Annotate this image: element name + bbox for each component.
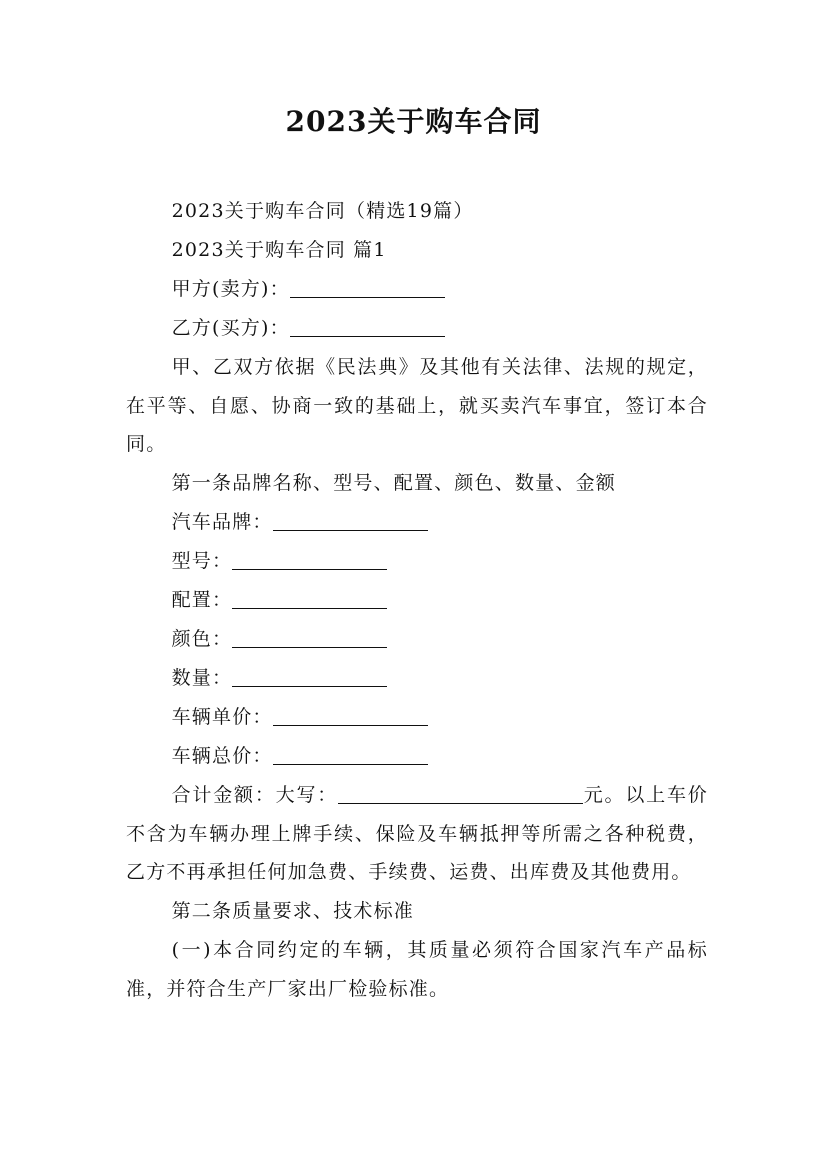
field-label: 甲方(卖方)： [171, 277, 290, 300]
fill-in-blank [232, 550, 387, 570]
paragraph-quality [126, 931, 708, 1009]
paragraph-subtitle [126, 192, 708, 231]
fill-in-blank [273, 745, 428, 765]
line-text: 2023关于购车合同（精选19篇） [171, 200, 474, 222]
field-label: 型号： [171, 550, 233, 573]
fill-in-blank [273, 511, 428, 531]
field-buyer [126, 309, 708, 348]
fill-in-blank [338, 784, 583, 804]
article-2-heading [126, 892, 708, 931]
line-text: 甲、乙双方依据《民法典》及其他有关法律、法规的规定，在平等、自愿、协商一致的基础上，就买卖汽车事宜，签订本合同。 [126, 355, 708, 456]
document-title: 2023关于购车合同 [285, 105, 542, 138]
field-configuration [126, 581, 708, 620]
field-label: 颜色： [171, 627, 233, 650]
document-body [126, 192, 708, 1009]
article-1-heading [126, 464, 708, 503]
line-text: 第二条质量要求、技术标准 [171, 900, 414, 923]
field-label: 车辆总价： [171, 744, 273, 767]
field-quantity [126, 659, 708, 698]
paragraph-preamble [126, 348, 708, 465]
field-total-price [126, 737, 708, 776]
line-text: 第一条品牌名称、型号、配置、颜色、数量、金额 [171, 472, 616, 495]
fill-in-blank [290, 317, 445, 337]
field-seller [126, 270, 708, 309]
fill-in-blank [273, 706, 428, 726]
field-label: 乙方(买方)： [171, 316, 290, 339]
field-label: 汽车品牌： [171, 511, 273, 534]
field-label: 配置： [171, 589, 233, 612]
fill-in-blank [290, 278, 445, 298]
line-text: (一)本合同约定的车辆，其质量必须符合国家汽车产品标准，并符合生产厂家出厂检验标准。 [126, 939, 708, 1001]
field-unit-price [126, 698, 708, 737]
fill-in-blank [232, 667, 387, 687]
field-model [126, 542, 708, 581]
field-color [126, 620, 708, 659]
line-text: 2023关于购车合同 篇1 [171, 238, 387, 261]
field-label: 合计金额：大写： [171, 783, 339, 806]
paragraph-total-amount [126, 776, 708, 893]
paragraph-section-heading [126, 231, 708, 270]
field-label: 数量： [171, 666, 233, 689]
fill-in-blank [232, 628, 387, 648]
field-brand [126, 503, 708, 542]
fill-in-blank [232, 589, 387, 609]
field-label: 车辆单价： [171, 705, 273, 728]
line-text: 元。以上车价不含为车辆办理上牌手续、保险及车辆抵押等所需之各种税费，乙方不再承担任何加急费、手续费、运费、出库费及其他费用。 [126, 783, 708, 884]
